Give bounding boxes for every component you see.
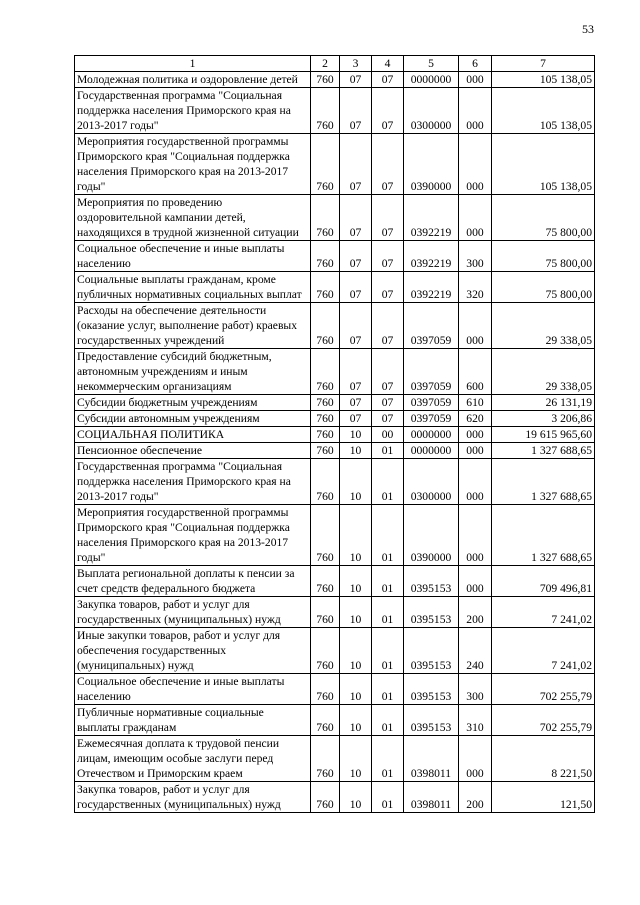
cell-col3: 10 <box>340 459 372 505</box>
cell-col5: 0300000 <box>404 88 459 134</box>
table-row <box>75 427 595 443</box>
cell-col2: 760 <box>311 459 340 505</box>
cell-col4: 07 <box>372 195 404 241</box>
cell-col4: 07 <box>372 411 404 427</box>
cell-col6: 000 <box>459 459 492 505</box>
cell-col6: 300 <box>459 241 492 272</box>
table-row <box>75 459 595 505</box>
cell-col6: 240 <box>459 628 492 674</box>
cell-col5: 0000000 <box>404 427 459 443</box>
cell-col4: 01 <box>372 505 404 566</box>
table-row <box>75 736 595 782</box>
cell-col2: 760 <box>311 349 340 395</box>
cell-col4: 07 <box>372 349 404 395</box>
row-name: Мероприятия по проведению оздоровительной кампании детей, находящихся в трудной жизненной ситуации <box>75 195 311 241</box>
cell-col5: 0395153 <box>404 566 459 597</box>
row-name: Социальное обеспечение и иные выплаты населению <box>75 241 311 272</box>
row-name: Субсидии бюджетным учреждениям <box>75 395 311 411</box>
cell-col6: 000 <box>459 566 492 597</box>
budget-table <box>74 55 595 813</box>
cell-col5: 0392219 <box>404 241 459 272</box>
cell-col2: 760 <box>311 72 340 88</box>
cell-col5: 0392219 <box>404 195 459 241</box>
row-name: Закупка товаров, работ и услуг для государственных (муниципальных) нужд <box>75 597 311 628</box>
row-amount: 26 131,19 <box>492 395 595 411</box>
cell-col2: 760 <box>311 411 340 427</box>
cell-col3: 07 <box>340 195 372 241</box>
cell-col3: 10 <box>340 705 372 736</box>
cell-col4: 07 <box>372 241 404 272</box>
table-row <box>75 674 595 705</box>
row-amount: 702 255,79 <box>492 705 595 736</box>
table-row <box>75 628 595 674</box>
cell-col5: 0000000 <box>404 72 459 88</box>
cell-col4: 01 <box>372 628 404 674</box>
cell-col2: 760 <box>311 674 340 705</box>
row-amount: 1 327 688,65 <box>492 505 595 566</box>
cell-col5: 0390000 <box>404 134 459 195</box>
row-amount: 7 241,02 <box>492 597 595 628</box>
cell-col2: 760 <box>311 427 340 443</box>
row-amount: 75 800,00 <box>492 195 595 241</box>
cell-col4: 07 <box>372 303 404 349</box>
cell-col6: 200 <box>459 597 492 628</box>
row-name: Ежемесячная доплата к трудовой пенсии лицам, имеющим особые заслуги перед Отечеством и Приморским краем <box>75 736 311 782</box>
cell-col2: 760 <box>311 705 340 736</box>
cell-col6: 000 <box>459 88 492 134</box>
cell-col3: 10 <box>340 674 372 705</box>
cell-col6: 000 <box>459 427 492 443</box>
cell-col6: 320 <box>459 272 492 303</box>
cell-col3: 07 <box>340 134 372 195</box>
table-row <box>75 241 595 272</box>
column-header: 4 <box>372 56 404 72</box>
table-row <box>75 72 595 88</box>
cell-col4: 00 <box>372 427 404 443</box>
cell-col2: 760 <box>311 395 340 411</box>
row-amount: 8 221,50 <box>492 736 595 782</box>
cell-col2: 760 <box>311 505 340 566</box>
header-row <box>75 56 595 72</box>
table-row <box>75 443 595 459</box>
row-name: Субсидии автономным учреждениям <box>75 411 311 427</box>
cell-col3: 07 <box>340 395 372 411</box>
table-row <box>75 782 595 813</box>
column-header: 7 <box>492 56 595 72</box>
cell-col6: 600 <box>459 349 492 395</box>
cell-col3: 07 <box>340 88 372 134</box>
cell-col3: 10 <box>340 628 372 674</box>
column-header: 5 <box>404 56 459 72</box>
table-row <box>75 88 595 134</box>
cell-col6: 300 <box>459 674 492 705</box>
page-number: 53 <box>582 22 594 36</box>
column-header: 3 <box>340 56 372 72</box>
cell-col4: 01 <box>372 597 404 628</box>
cell-col5: 0395153 <box>404 628 459 674</box>
table-row <box>75 411 595 427</box>
cell-col4: 01 <box>372 566 404 597</box>
cell-col4: 01 <box>372 705 404 736</box>
cell-col5: 0392219 <box>404 272 459 303</box>
cell-col3: 10 <box>340 566 372 597</box>
row-name: Пенсионное обеспечение <box>75 443 311 459</box>
table-row <box>75 566 595 597</box>
cell-col5: 0398011 <box>404 782 459 813</box>
row-amount: 29 338,05 <box>492 349 595 395</box>
cell-col5: 0300000 <box>404 459 459 505</box>
row-amount: 105 138,05 <box>492 88 595 134</box>
table-row <box>75 272 595 303</box>
cell-col2: 760 <box>311 782 340 813</box>
row-name: Публичные нормативные социальные выплаты гражданам <box>75 705 311 736</box>
cell-col3: 07 <box>340 303 372 349</box>
cell-col4: 01 <box>372 459 404 505</box>
cell-col5: 0398011 <box>404 736 459 782</box>
row-name: Закупка товаров, работ и услуг для государственных (муниципальных) нужд <box>75 782 311 813</box>
cell-col5: 0397059 <box>404 349 459 395</box>
cell-col3: 10 <box>340 443 372 459</box>
cell-col6: 200 <box>459 782 492 813</box>
cell-col4: 07 <box>372 72 404 88</box>
row-amount: 709 496,81 <box>492 566 595 597</box>
row-amount: 75 800,00 <box>492 241 595 272</box>
cell-col4: 07 <box>372 395 404 411</box>
column-header: 6 <box>459 56 492 72</box>
cell-col6: 620 <box>459 411 492 427</box>
cell-col3: 07 <box>340 272 372 303</box>
cell-col5: 0397059 <box>404 411 459 427</box>
table-header <box>75 56 595 72</box>
table-row <box>75 303 595 349</box>
cell-col4: 07 <box>372 134 404 195</box>
cell-col4: 07 <box>372 88 404 134</box>
cell-col2: 760 <box>311 566 340 597</box>
cell-col3: 07 <box>340 72 372 88</box>
row-name: Предоставление субсидий бюджетным, автономным учреждениям и иным некоммерческим организациям <box>75 349 311 395</box>
row-name: Мероприятия государственной программы Приморского края "Социальная поддержка населения Приморского края на 2013-2017 годы" <box>75 505 311 566</box>
cell-col6: 000 <box>459 72 492 88</box>
table-row <box>75 349 595 395</box>
row-amount: 29 338,05 <box>492 303 595 349</box>
table-row <box>75 505 595 566</box>
row-name: Молодежная политика и оздоровление детей <box>75 72 311 88</box>
cell-col2: 760 <box>311 597 340 628</box>
row-amount: 702 255,79 <box>492 674 595 705</box>
cell-col5: 0395153 <box>404 597 459 628</box>
cell-col3: 10 <box>340 736 372 782</box>
cell-col6: 610 <box>459 395 492 411</box>
table-body <box>75 72 595 813</box>
row-amount: 3 206,86 <box>492 411 595 427</box>
cell-col3: 07 <box>340 241 372 272</box>
row-name: Иные закупки товаров, работ и услуг для обеспечения государственных (муниципальных) нужд <box>75 628 311 674</box>
cell-col2: 760 <box>311 736 340 782</box>
cell-col4: 01 <box>372 674 404 705</box>
cell-col2: 760 <box>311 241 340 272</box>
row-name: Государственная программа "Социальная поддержка населения Приморского края на 2013-2017 годы" <box>75 459 311 505</box>
cell-col6: 000 <box>459 505 492 566</box>
table-row <box>75 395 595 411</box>
table-row <box>75 195 595 241</box>
cell-col2: 760 <box>311 195 340 241</box>
row-amount: 1 327 688,65 <box>492 459 595 505</box>
row-name: Социальные выплаты гражданам, кроме публичных нормативных социальных выплат <box>75 272 311 303</box>
cell-col2: 760 <box>311 303 340 349</box>
cell-col5: 0397059 <box>404 303 459 349</box>
row-name: СОЦИАЛЬНАЯ ПОЛИТИКА <box>75 427 311 443</box>
cell-col6: 000 <box>459 736 492 782</box>
cell-col4: 01 <box>372 736 404 782</box>
cell-col3: 10 <box>340 597 372 628</box>
row-amount: 19 615 965,60 <box>492 427 595 443</box>
row-amount: 105 138,05 <box>492 134 595 195</box>
table-row <box>75 134 595 195</box>
row-amount: 105 138,05 <box>492 72 595 88</box>
row-amount: 75 800,00 <box>492 272 595 303</box>
cell-col4: 07 <box>372 272 404 303</box>
cell-col6: 000 <box>459 443 492 459</box>
cell-col6: 000 <box>459 134 492 195</box>
row-name: Расходы на обеспечение деятельности (оказание услуг, выполнение работ) краевых государственных учреждений <box>75 303 311 349</box>
cell-col2: 760 <box>311 628 340 674</box>
table-row <box>75 597 595 628</box>
row-name: Социальное обеспечение и иные выплаты населению <box>75 674 311 705</box>
row-name: Выплата региональной доплаты к пенсии за счет средств федерального бюджета <box>75 566 311 597</box>
cell-col5: 0395153 <box>404 705 459 736</box>
row-amount: 1 327 688,65 <box>492 443 595 459</box>
cell-col5: 0390000 <box>404 505 459 566</box>
cell-col4: 01 <box>372 443 404 459</box>
row-name: Мероприятия государственной программы Приморского края "Социальная поддержка населения Приморского края на 2013-2017 годы" <box>75 134 311 195</box>
cell-col5: 0000000 <box>404 443 459 459</box>
row-amount: 7 241,02 <box>492 628 595 674</box>
cell-col3: 10 <box>340 782 372 813</box>
cell-col3: 07 <box>340 411 372 427</box>
column-header: 1 <box>75 56 311 72</box>
cell-col3: 07 <box>340 349 372 395</box>
cell-col4: 01 <box>372 782 404 813</box>
cell-col5: 0395153 <box>404 674 459 705</box>
cell-col6: 310 <box>459 705 492 736</box>
cell-col2: 760 <box>311 443 340 459</box>
cell-col6: 000 <box>459 303 492 349</box>
cell-col6: 000 <box>459 195 492 241</box>
cell-col3: 10 <box>340 427 372 443</box>
table-row <box>75 705 595 736</box>
row-amount: 121,50 <box>492 782 595 813</box>
row-name: Государственная программа "Социальная поддержка населения Приморского края на 2013-2017 годы" <box>75 88 311 134</box>
cell-col2: 760 <box>311 88 340 134</box>
cell-col5: 0397059 <box>404 395 459 411</box>
column-header: 2 <box>311 56 340 72</box>
cell-col2: 760 <box>311 134 340 195</box>
cell-col3: 10 <box>340 505 372 566</box>
cell-col2: 760 <box>311 272 340 303</box>
